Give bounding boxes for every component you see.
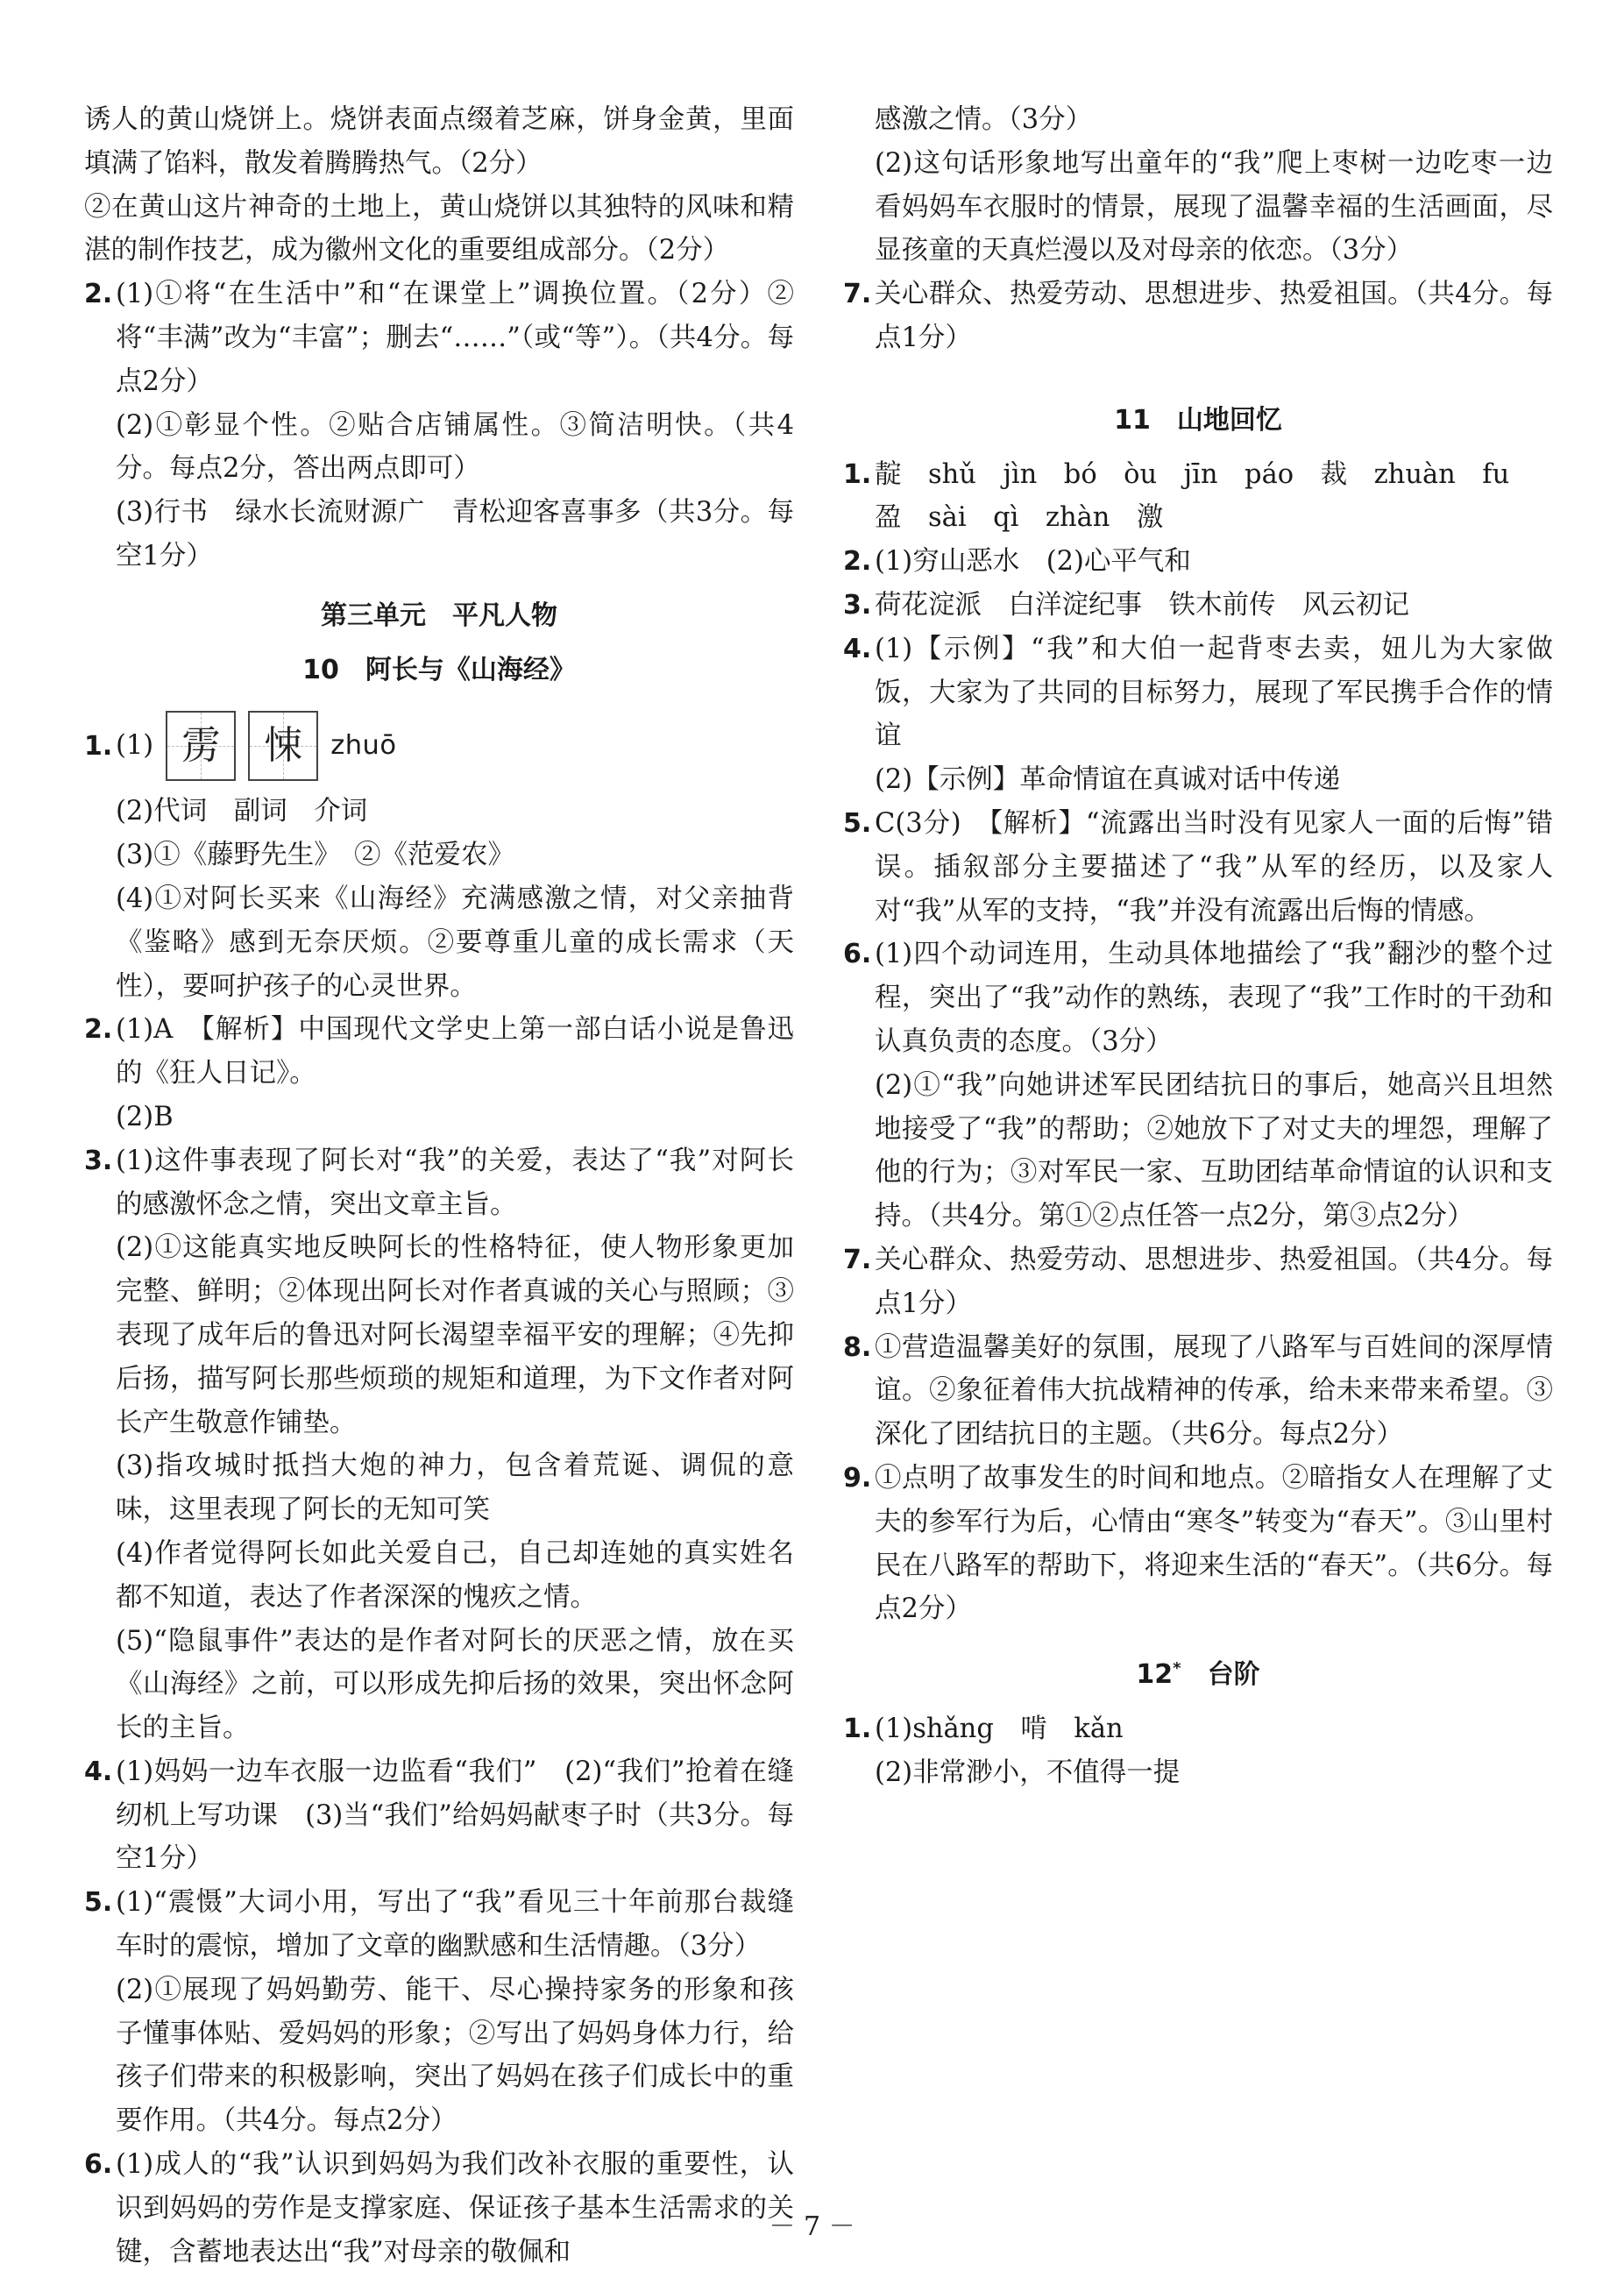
answer-line: (2)①“我”向她讲述军民团结抗日的事后，她高兴且坦然地接受了“我”的帮助；②她放下了对丈夫的埋怨，理解了他的行为；③对军民一家、互助团结革命情谊的认识和支持。（共4分。第①②点任答一点2分，第③点2分） [875,1069,1553,1232]
answer-line: (1)shǎng 啃 kǎn [875,1713,1124,1744]
answer-line: (5)“隐鼠事件”表达的是作者对阿长的厌恶之情，放在买《山海经》之前，可以形成先抑后扬的效果，突出怀念阿长的主旨。 [116,1625,794,1744]
sub-label: (1) [116,730,154,762]
paragraph: 感激之情。（3分） [875,104,1093,135]
answer-line: 关心群众、热爱劳动、思想进步、热爱祖国。（共4分。每点1分） [875,1244,1553,1319]
written-character: 雳 [181,723,221,769]
answer-line: (2)非常渺小，不值得一提 [875,1756,1181,1788]
answer-line: (1)成人的“我”认识到妈妈为我们改补衣服的重要性，认识到妈妈的劳作是支撑家庭、保证孩子基本生活需求的关键，含蓄地表达出“我”对母亲的敬佩和 [116,2149,794,2267]
question-3 [84,1139,794,1750]
paragraph: 诱人的黄山烧饼上。烧饼表面点缀着芝麻，饼身金黄，里面填满了馅料，散发着腾腾热气。（2分） [84,104,794,179]
question-5 [84,1881,794,2143]
question-6 [843,933,1553,1238]
answer-line: (4)作者觉得阿长如此关爱自己，自己却连她的真实姓名都不知道，表达了作者深深的愧疚之情。 [116,1537,794,1613]
question-number: 8. [843,1331,872,1363]
answer-line: (2)代词 副词 介词 [116,796,368,827]
question-1b [843,1707,1553,1795]
question-number: 9. [843,1462,872,1494]
question-number: 4. [843,633,872,664]
question-number: 4. [84,1756,113,1787]
answer-line: ①点明了故事发生的时间和地点。②暗指女人在理解了丈夫的参军行为后，心情由“寒冬”转变为“春天”。③山里村民在八路军的帮助下，将迎来生活的“春天”。（共6分。每点2分） [875,1462,1553,1625]
question-2 [843,540,1553,584]
answer-line: (1)妈妈一边车衣服一边监看“我们” (2)“我们”抢着在缝纫机上写功课 (3)当“我们”给妈妈献枣子时（共3分。每空1分） [116,1756,794,1875]
answer-line: (2)①这能真实地反映阿长的性格特征，使人物形象更加完整、鲜明；②体现出阿长对作者真诚的关心与照顾；③表现了成年后的鲁迅对阿长渴望幸福平安的理解；④先抑后扬，描写阿长那些烦琐的规矩和道理，为下文作者对阿长产生敬意作铺垫。 [116,1232,794,1438]
lesson-heading [843,1647,1553,1697]
question-number: 2. [84,279,113,310]
answer-line: 荷花淀派 白洋淀纪事 铁木前传 风云初记 [875,589,1409,621]
written-character: 悚 [264,723,303,769]
question-2b [84,1008,794,1139]
unit-heading: 第三单元 平凡人物 [321,600,557,631]
answer-line: (2)①彰显个性。②贴合店铺属性。③简洁明快。（共4分。每点2分，答出两点即可） [116,409,794,485]
writing-grid-box [166,711,236,781]
question-8 [843,1326,1553,1457]
question-9 [843,1457,1553,1631]
question-7 [843,273,1553,360]
pinyin-line: 盈 sài qì zhàn 激 [875,502,1164,534]
question-number: 6. [84,2149,113,2181]
question-number: 2. [84,1014,113,1046]
answer-line: (1)穷山恶水 (2)心平气和 [875,546,1191,578]
question-4 [84,1750,794,1881]
question-7 [843,1238,1553,1326]
answer-line: (2)B [116,1101,174,1132]
answer-line: (1)“震慑”大词小用，写出了“我”看见三十年前那台裁缝车时的震惊，增加了文章的幽默感和生活情趣。（3分） [116,1887,794,1962]
page-number: － 7 － [769,2211,855,2242]
answer-line: 关心群众、热爱劳动、思想进步、热爱祖国。（共4分。每点1分） [875,279,1553,353]
lesson-heading: 11 山地回忆 [1114,404,1282,436]
question-number: 2. [843,546,872,578]
question-2 [84,273,794,578]
answer-line: ①营造温馨美好的氛围，展现了八路军与百姓间的深厚情谊。②象征着伟大抗战精神的传承，给未来带来希望。③深化了团结抗日的主题。（共6分。每点2分） [875,1331,1553,1451]
answer-line: (1)①将“在生活中”和“在课堂上”调换位置。（2分）②将“丰满”改为“丰富”；删去“……”（或“等”）。（共4分。每点2分） [116,279,794,397]
lesson-heading: 10 阿长与《山海经》 [302,654,576,685]
question-number: 3. [84,1145,113,1176]
question-number: 7. [843,279,872,310]
answer-line: (2)【示例】革命情谊在真诚对话中传递 [875,764,1341,796]
question-4 [843,628,1553,802]
answer-line: C(3分) 【解析】“流露出当时没有见家人一面的后悔”错误。插叙部分主要描述了“我”从军的经历，以及家人对“我”从军的支持，“我”并没有流露出后悔的情感。 [875,807,1553,926]
writing-grid-box [248,711,318,781]
lesson-title: 台阶 [1181,1659,1260,1691]
question-number: 1. [84,731,113,763]
left-column [84,98,794,2274]
handwriting-row [116,702,794,790]
pinyin-line: 靛 shǔ jìn bó òu jīn páo 裁 zhuàn fu [875,458,1510,490]
paragraph: (2)这句话形象地写出童年的“我”爬上枣树一边吃枣一边看妈妈车衣服时的情景，展现了温馨幸福的生活画面，尽显孩童的天真烂漫以及对母亲的依恋。（3分） [875,147,1553,266]
question-number: 7. [843,1244,872,1275]
question-number: 5. [84,1887,113,1919]
paragraph: ②在黄山这片神奇的土地上，黄山烧饼以其独特的风味和精湛的制作技艺，成为徽州文化的重要组成部分。（2分） [84,191,794,266]
answer-line: (3)行书 绿水长流财源广 青松迎客喜事多（共3分。每空1分） [116,497,794,571]
question-number: 1. [843,458,872,490]
answer-line: (2)①展现了妈妈勤劳、能干、尽心操持家务的形象和孩子懂事体贴、爱妈妈的形象；②写出了妈妈身体力行，给孩子们带来的积极影响，突出了妈妈在孩子们成长中的重要作用。（共4分。每点2分） [116,1974,794,2137]
answer-line: (1)这件事表现了阿长对“我”的关爱，表达了“我”对阿长的感激怀念之情，突出文章主旨。 [116,1145,794,1220]
question-1 [84,702,794,1008]
pinyin-answer: zhuō [330,730,397,762]
answer-line: (1)A 【解析】中国现代文学史上第一部白话小说是鲁迅的《狂人日记》。 [116,1014,794,1089]
question-5 [843,802,1553,933]
optional-lesson-mark: * [1173,1659,1181,1678]
answer-line: (4)①对阿长买来《山海经》充满感激之情，对父亲抽背《鉴略》感到无奈厌烦。②要尊重儿童的成长需求（天性），要呵护孩子的心灵世界。 [116,883,794,1002]
question-number: 1. [843,1713,872,1744]
answer-line: (1)四个动词连用，生动具体地描绘了“我”翻沙的整个过程，突出了“我”动作的熟练，表现了“我”工作时的干劲和认真负责的态度。（3分） [875,939,1553,1057]
question-number: 6. [843,939,872,970]
answer-line: (3)指攻城时抵挡大炮的神力，包含着荒诞、调侃的意味，这里表现了阿长的无知可笑 [116,1451,794,1526]
lesson-number: 12 [1136,1659,1174,1691]
question-3 [843,584,1553,628]
question-number: 3. [843,589,872,621]
answer-line: (3)①《藤野先生》 ②《范爱农》 [116,840,514,871]
question-1 [843,453,1553,541]
right-column [843,98,1553,1794]
question-number: 5. [843,807,872,839]
answer-line: (1)【示例】“我”和大伯一起背枣去卖，妞儿为大家做饭，大家为了共同的目标努力，展现了军民携手合作的情谊 [875,633,1553,752]
